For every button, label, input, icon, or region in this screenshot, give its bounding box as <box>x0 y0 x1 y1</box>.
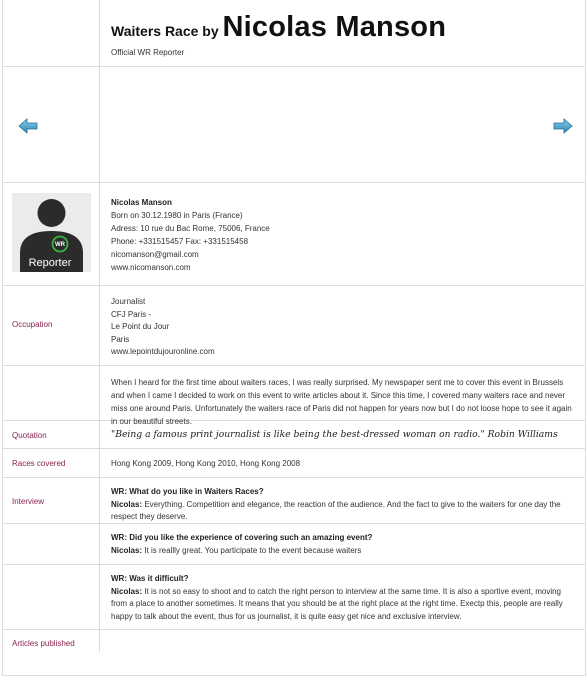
contact-address: Adress: 10 rue du Bac Rome, 75006, France <box>111 224 270 233</box>
occupation-line: Journalist <box>111 297 146 306</box>
page-subtitle: Official WR Reporter <box>111 48 185 57</box>
avatar <box>12 193 91 272</box>
about-left-cell <box>3 366 100 420</box>
interview-item <box>100 565 585 629</box>
interview-speaker: Nicolas: <box>111 499 143 509</box>
reporter-avatar-icon <box>12 193 91 272</box>
page-title <box>111 11 446 44</box>
races-text: Hong Kong 2009, Hong Kong 2010, Hong Kong 2008 <box>111 459 301 468</box>
profile-page <box>2 0 586 676</box>
interview-label-cell <box>3 478 100 523</box>
quotation-label: Quotation <box>12 431 47 440</box>
articles-label: Articles published <box>12 639 75 648</box>
slider-row <box>3 67 585 183</box>
interview-label: Interview <box>12 497 45 506</box>
about-row <box>3 366 585 426</box>
quotation-row <box>3 421 585 449</box>
about-text: When I heard for the first time about waiters races, I was really surprised. My newspaper sent me to cover this event in Brussels and when I came I decided to work on this event to write articles about it. Since this time, I covered many waiters race and never miss one around Paris. Unfortunately the waiters race of Paris did not happen for years now but I do not loose hope to see it again in our beautiful streets. <box>111 378 572 426</box>
interview-question: WR: Did you like the experience of covering such an amazing event? <box>111 533 373 542</box>
occupation-row <box>3 286 585 366</box>
articles-row <box>3 630 585 652</box>
quotation-label-cell <box>3 421 100 448</box>
interview-answer-text: It is not so easy to shoot and to catch the right person to interview at the same time. It is also a sportive event, moving from a place to another sometimes. It means that you should be at the right place at the right time. Exectp this, people are really happy to talk about the event, thus for us journalist, it is quite easy get nice and exclusive interview. <box>111 586 563 621</box>
contact-website[interactable]: www.nicomanson.com <box>111 263 191 272</box>
avatar-cell <box>3 183 100 285</box>
title-prefix: Waiters Race by <box>111 23 223 39</box>
contact-phone: Phone: +331515457 Fax: +331515458 <box>111 237 249 246</box>
quotation-text: "Being a famous print journalist is like being the best-dressed woman on radio." Robin Williams <box>111 429 558 440</box>
title-name: Nicolas Manson <box>222 11 447 43</box>
contact-born: Born on 30.12.1980 in Paris (France) <box>111 211 243 220</box>
header-left-cell <box>3 0 100 66</box>
interview-left-cell <box>3 565 100 629</box>
interview-speaker: Nicolas: <box>111 586 143 596</box>
interview-answer-text: It is reallly great. You participate to the event because waiters <box>142 545 362 555</box>
occupation-label-cell <box>3 286 100 365</box>
interview-left-cell <box>3 524 100 564</box>
interview-answer <box>111 545 577 558</box>
interview-row-2 <box>3 524 585 565</box>
interview-answer <box>111 499 577 524</box>
interview-question: WR: Was it difficult? <box>111 574 189 583</box>
contact-name: Nicolas Manson <box>111 198 172 207</box>
contact-email[interactable]: nicomanson@gmail.com <box>111 250 199 259</box>
interview-speaker: Nicolas: <box>111 545 143 555</box>
occupation-label: Occupation <box>12 320 53 329</box>
races-label-cell <box>3 449 100 477</box>
occupation-website[interactable]: www.lepointdujouronline.com <box>111 347 215 357</box>
interview-item <box>100 524 585 564</box>
arrow-left-icon[interactable] <box>18 118 38 134</box>
interview-row-1 <box>3 478 585 524</box>
articles-label-cell <box>3 630 100 652</box>
avatar-badge-text: WR <box>55 242 65 249</box>
contact-details <box>100 183 585 285</box>
interview-answer-text: Everything. Competition and elegance, the reaction of the audience. And the fact to give to the waiters for one day the respect they deserve. <box>111 499 561 522</box>
occupation-line: Le Point du Jour <box>111 322 170 332</box>
occupation-details <box>100 286 585 365</box>
slider-left-cell <box>3 67 100 182</box>
avatar-caption: Reporter <box>28 257 72 269</box>
slider-content <box>100 67 585 182</box>
races-row <box>3 449 585 478</box>
interview-row-3 <box>3 565 585 630</box>
arrow-right-icon[interactable] <box>553 118 573 134</box>
occupation-line: CFJ Paris - <box>111 309 151 319</box>
articles-content <box>100 630 585 652</box>
header-row <box>3 0 585 67</box>
interview-answer <box>111 586 577 624</box>
interview-item <box>100 478 585 523</box>
races-label: Races covered <box>12 459 66 468</box>
header-content <box>100 0 585 66</box>
interview-question: WR: What do you like in Waiters Races? <box>111 487 264 496</box>
occupation-line: Paris <box>111 334 130 344</box>
contact-row <box>3 183 585 286</box>
